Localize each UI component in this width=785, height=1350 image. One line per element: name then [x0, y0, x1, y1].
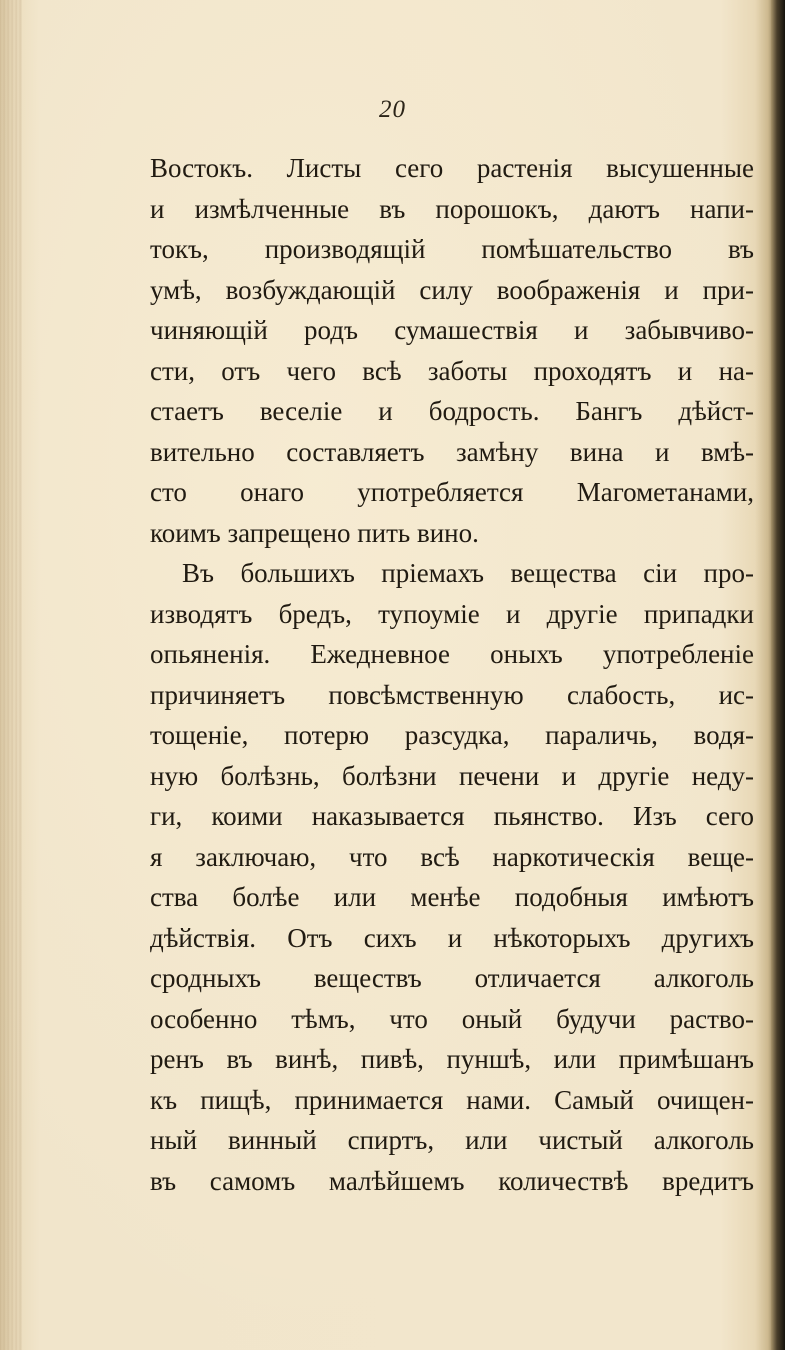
text-line: стаетъ веселіе и бодрость. Бангъ дѣйст-: [150, 396, 754, 426]
paragraph-first-line: Въ большихъ пріемахъ вещества сіи про-: [182, 558, 754, 588]
text-line: ренъ въ винѣ, пивѣ, пуншѣ, или примѣшанъ: [150, 1044, 754, 1074]
text-line: опьяненія. Ежедневное оныхъ употребленіе: [150, 639, 754, 669]
text-line: токъ, производящій помѣшательство въ: [150, 234, 754, 264]
text-line: въ самомъ малѣйшемъ количествѣ вредитъ: [150, 1165, 754, 1196]
page-right-edge-shadow: [771, 0, 785, 1350]
text-line: умѣ, возбуждающій силу воображенія и при-: [150, 274, 754, 305]
text-line: я заключаю, что всѣ наркотическія веще-: [150, 841, 754, 872]
text-line: сто онаго употребляется Магометанами,: [150, 477, 754, 507]
text-line: Востокъ. Листы сего растенія высушенные: [150, 153, 754, 183]
text-line: особенно тѣмъ, что оный будучи раство-: [150, 1003, 754, 1034]
text-line: сти, отъ чего всѣ заботы проходятъ и на-: [150, 355, 754, 386]
text-line: коимъ запрещено пить вино.: [150, 517, 479, 548]
body-text: [150, 148, 754, 1201]
text-line: дѣйствія. Отъ сихъ и нѣкоторыхъ другихъ: [150, 922, 754, 953]
text-line: причиняетъ повсѣмственную слабость, ис-: [150, 679, 754, 710]
text-line: чиняющій родъ сумашествія и забывчиво-: [150, 315, 754, 345]
text-line: сродныхъ веществъ отличается алкоголь: [150, 963, 754, 993]
page-left-edge: [0, 0, 22, 1350]
text-line: и измѣлченные въ порошокъ, даютъ напи-: [150, 193, 754, 224]
text-line: вительно составляетъ замѣну вина и вмѣ-: [150, 436, 754, 467]
text-line: ную болѣзнь, болѣзни печени и другіе неду-: [150, 760, 754, 791]
text-line: ства болѣе или менѣе подобныя имѣютъ: [150, 882, 754, 912]
page-number: 20: [379, 96, 406, 123]
text-line: изводятъ бредъ, тупоуміе и другіе припадки: [150, 598, 754, 629]
text-line: тощеніе, потерю разсудка, параличь, водя-: [150, 720, 754, 750]
text-line: къ пищѣ, принимается нами. Самый очищен-: [150, 1084, 754, 1115]
text-line: ный винный спиртъ, или чистый алкоголь: [150, 1125, 754, 1155]
text-line: ги, коими наказывается пьянство. Изъ сего: [150, 801, 754, 831]
